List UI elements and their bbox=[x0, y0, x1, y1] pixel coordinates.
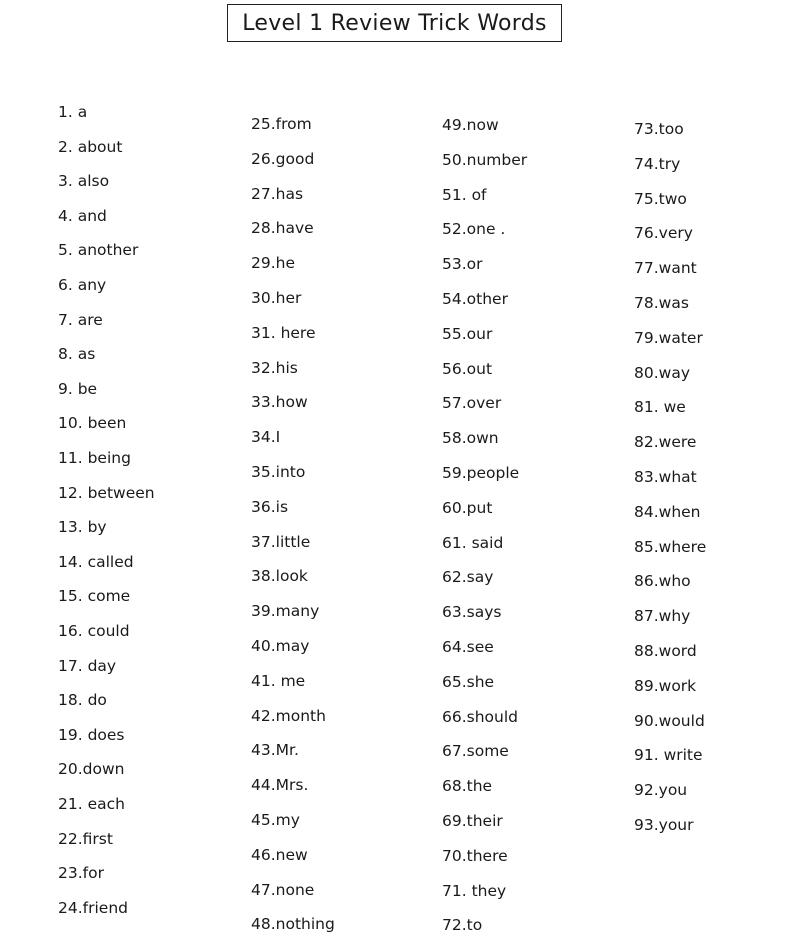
word-item: 55.our bbox=[442, 324, 493, 343]
page-title: Level 1 Review Trick Words bbox=[227, 4, 562, 42]
word-item: 37.little bbox=[251, 532, 311, 551]
word-item: 19. does bbox=[58, 725, 125, 744]
word-item: 38.look bbox=[251, 567, 308, 586]
word-item: 36.is bbox=[251, 497, 289, 516]
word-item: 15. come bbox=[58, 587, 131, 606]
word-item: 86.who bbox=[634, 572, 691, 591]
word-item: 83.what bbox=[634, 468, 697, 486]
word-item: 76.very bbox=[634, 224, 693, 243]
word-item: 53.or bbox=[442, 255, 483, 274]
word-item: 29.he bbox=[251, 254, 296, 273]
word-item: 9. be bbox=[58, 379, 98, 398]
word-item: 93.your bbox=[634, 816, 694, 834]
word-item: 66.should bbox=[442, 707, 519, 726]
word-item: 30.her bbox=[251, 289, 302, 307]
word-item: 72.to bbox=[442, 916, 483, 935]
word-item: 39.many bbox=[251, 602, 320, 621]
word-item: 50.number bbox=[442, 150, 528, 169]
word-item: 45.my bbox=[251, 811, 300, 829]
word-item: 57.over bbox=[442, 394, 502, 413]
word-item: 62.say bbox=[442, 568, 494, 587]
word-item: 3. also bbox=[58, 172, 110, 191]
word-item: 28.have bbox=[251, 219, 314, 238]
word-item: 63.says bbox=[442, 603, 502, 622]
word-item: 88.word bbox=[634, 642, 697, 660]
word-item: 79.water bbox=[634, 328, 703, 347]
word-item: 92.you bbox=[634, 781, 688, 800]
word-item: 18. do bbox=[58, 691, 107, 710]
word-item: 61. said bbox=[442, 533, 504, 552]
word-item: 23.for bbox=[58, 864, 104, 883]
word-item: 74.try bbox=[634, 154, 681, 173]
word-item: 69.their bbox=[442, 812, 503, 830]
word-item: 22.first bbox=[58, 829, 113, 848]
word-item: 33.how bbox=[251, 393, 308, 412]
word-item: 24.friend bbox=[58, 898, 128, 917]
word-item: 20.down bbox=[58, 760, 125, 779]
word-item: 8. as bbox=[58, 345, 96, 364]
word-item: 56.out bbox=[442, 359, 493, 378]
word-item: 42.month bbox=[251, 706, 326, 725]
word-item: 77.want bbox=[634, 259, 697, 278]
word-item: 13. by bbox=[58, 518, 107, 537]
word-item: 34.I bbox=[251, 428, 281, 447]
word-item: 80.way bbox=[634, 363, 690, 382]
word-item: 2. about bbox=[58, 137, 123, 156]
word-item: 52.one . bbox=[442, 220, 506, 239]
word-item: 73.too bbox=[634, 120, 684, 138]
word-item: 41. me bbox=[251, 671, 306, 690]
word-item: 47.none bbox=[251, 880, 315, 899]
word-item: 67.some bbox=[442, 742, 509, 761]
word-item: 51. of bbox=[442, 185, 487, 204]
word-item: 87.why bbox=[634, 607, 691, 626]
word-item: 60.put bbox=[442, 498, 493, 517]
word-item: 6. any bbox=[58, 276, 107, 294]
word-item: 82.were bbox=[634, 433, 697, 452]
word-item: 64.see bbox=[442, 638, 494, 656]
word-item: 70.there bbox=[442, 846, 508, 865]
word-item: 78.was bbox=[634, 294, 689, 312]
word-item: 25.from bbox=[251, 115, 312, 133]
word-item: 58.own bbox=[442, 429, 499, 448]
word-item: 10. been bbox=[58, 414, 127, 433]
word-item: 71. they bbox=[442, 881, 507, 900]
word-item: 11. being bbox=[58, 449, 131, 467]
word-item: 89.work bbox=[634, 676, 697, 695]
word-item: 27.has bbox=[251, 184, 304, 203]
word-item: 5. another bbox=[58, 241, 139, 260]
word-item: 12. between bbox=[58, 483, 155, 502]
word-item: 40.may bbox=[251, 637, 310, 655]
word-item: 46.new bbox=[251, 845, 308, 864]
word-item: 21. each bbox=[58, 795, 125, 813]
word-item: 26.good bbox=[251, 149, 315, 168]
word-item: 14. called bbox=[58, 552, 134, 571]
word-item: 43.Mr. bbox=[251, 741, 299, 760]
word-item: 49.now bbox=[442, 116, 499, 134]
word-item: 81. we bbox=[634, 398, 686, 417]
word-item: 91. write bbox=[634, 746, 703, 765]
word-item: 35.into bbox=[251, 463, 306, 481]
word-item: 31. here bbox=[251, 323, 316, 342]
word-item: 32.his bbox=[251, 358, 298, 377]
word-item: 59.people bbox=[442, 464, 520, 482]
word-item: 85.where bbox=[634, 537, 707, 556]
word-item: 4. and bbox=[58, 206, 107, 225]
word-item: 44.Mrs. bbox=[251, 776, 309, 795]
word-item: 1. a bbox=[58, 103, 88, 121]
word-item: 7. are bbox=[58, 310, 103, 329]
word-item: 65.she bbox=[442, 672, 495, 691]
word-item: 75.two bbox=[634, 189, 687, 208]
word-item: 48.nothing bbox=[251, 915, 335, 934]
word-item: 17. day bbox=[58, 656, 117, 675]
word-item: 68.the bbox=[442, 777, 493, 796]
word-item: 84.when bbox=[634, 502, 701, 521]
word-item: 90.would bbox=[634, 711, 705, 730]
word-item: 16. could bbox=[58, 622, 130, 640]
word-item: 54.other bbox=[442, 290, 508, 308]
